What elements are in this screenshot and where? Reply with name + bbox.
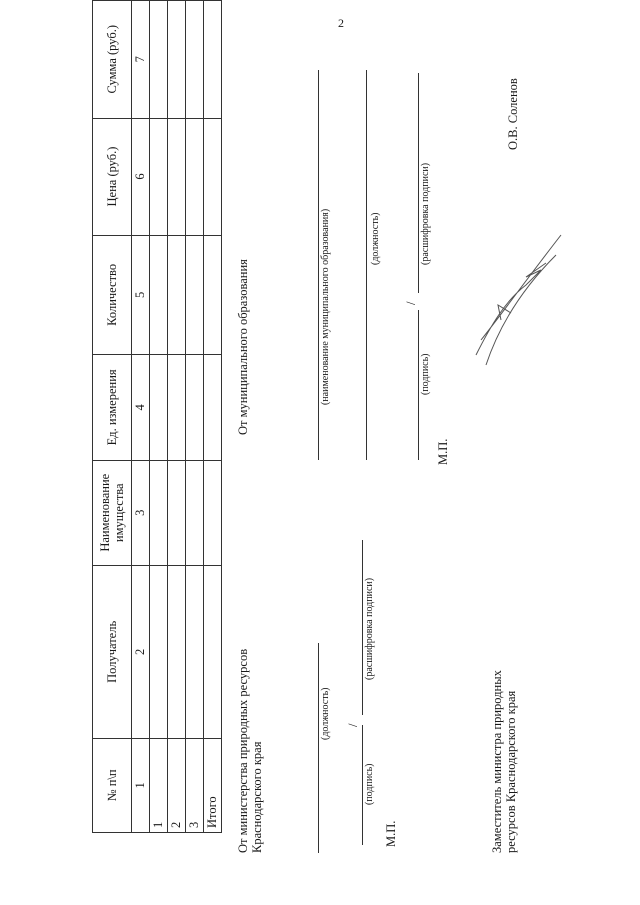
municipality-signature-caption: (подпись): [420, 353, 431, 395]
table-header-row: [93, 1, 132, 833]
table-cell: [168, 235, 186, 355]
municipality-position-line: [366, 70, 367, 460]
property-table: [92, 0, 222, 833]
table-row: [168, 1, 186, 833]
table-cell: [186, 565, 204, 738]
handwritten-signature: [456, 225, 576, 375]
ministry-seal: М.П.: [384, 820, 398, 847]
ministry-signature-caption: (подпись): [364, 763, 375, 805]
table-cell: [150, 1, 168, 119]
ministry-signature-line: [362, 725, 363, 845]
table-cell: 1: [150, 738, 168, 832]
table-cell: [186, 355, 204, 460]
table-cell: [150, 118, 168, 235]
header-cell-quantity: Количество: [93, 235, 132, 355]
signer-name: О.В. Соленов: [506, 78, 520, 150]
ministry-decoding-line: [362, 540, 363, 715]
table-cell: 6: [132, 118, 150, 235]
ministry-slash: /: [346, 723, 360, 727]
ministry-block-title: От министерства природных ресурсов Краснодарского края: [236, 648, 264, 853]
table-cell: [168, 355, 186, 460]
table-cell: 4: [132, 355, 150, 460]
table-cell: [168, 460, 186, 565]
table-cell: [168, 1, 186, 119]
table-cell: [204, 235, 222, 355]
table-cell: 7: [132, 1, 150, 119]
table-cell: [186, 118, 204, 235]
municipality-slash: /: [404, 301, 418, 305]
header-cell-property-name: Наименование имущества: [93, 460, 132, 565]
table-total-row: [204, 1, 222, 833]
table-cell: [186, 460, 204, 565]
header-cell-sum: Сумма (руб.): [93, 1, 132, 119]
municipality-block-title: От муниципального образования: [236, 259, 250, 435]
municipality-name-line: [318, 70, 319, 460]
table-cell: 3: [186, 738, 204, 832]
header-cell-unit: Ед. измерения: [93, 355, 132, 460]
header-cell-price: Цена (руб.): [93, 118, 132, 235]
table-cell: [168, 565, 186, 738]
table-cell: [204, 118, 222, 235]
table-row-column-numbers: [132, 1, 150, 833]
table-cell: [204, 460, 222, 565]
ministry-decoding-caption: (расшифровка подписи): [364, 577, 375, 680]
table-cell: 3: [132, 460, 150, 565]
table-cell: [150, 235, 168, 355]
municipality-decoding-line: [418, 73, 419, 293]
table-cell: [168, 118, 186, 235]
ministry-position-caption: (должность): [320, 687, 331, 740]
municipality-name-caption: (наименование муниципального образования): [320, 208, 331, 405]
table-cell: [204, 355, 222, 460]
header-cell-number: № п\п: [93, 738, 132, 832]
header-cell-recipient: Получатель: [93, 565, 132, 738]
table-cell: [150, 460, 168, 565]
table-row: [150, 1, 168, 833]
table-cell: [186, 235, 204, 355]
total-label: Итого: [204, 738, 222, 832]
table-cell: 1: [132, 738, 150, 832]
table-row: [186, 1, 204, 833]
table-cell: [204, 565, 222, 738]
table-cell: [186, 1, 204, 119]
signer-title: Заместитель министра природных ресурсов Краснодарского края: [490, 670, 518, 853]
table-cell: 2: [132, 565, 150, 738]
page-number: 2: [338, 16, 344, 30]
table-cell: [150, 565, 168, 738]
municipality-position-caption: (должность): [370, 212, 381, 265]
table-cell: [150, 355, 168, 460]
ministry-position-line: [318, 643, 319, 853]
table-cell: 2: [168, 738, 186, 832]
municipality-signature-line: [418, 310, 419, 460]
table-cell: 5: [132, 235, 150, 355]
municipality-seal: М.П.: [436, 438, 450, 465]
municipality-decoding-caption: (расшифровка подписи): [420, 162, 431, 265]
table-cell: [204, 1, 222, 119]
